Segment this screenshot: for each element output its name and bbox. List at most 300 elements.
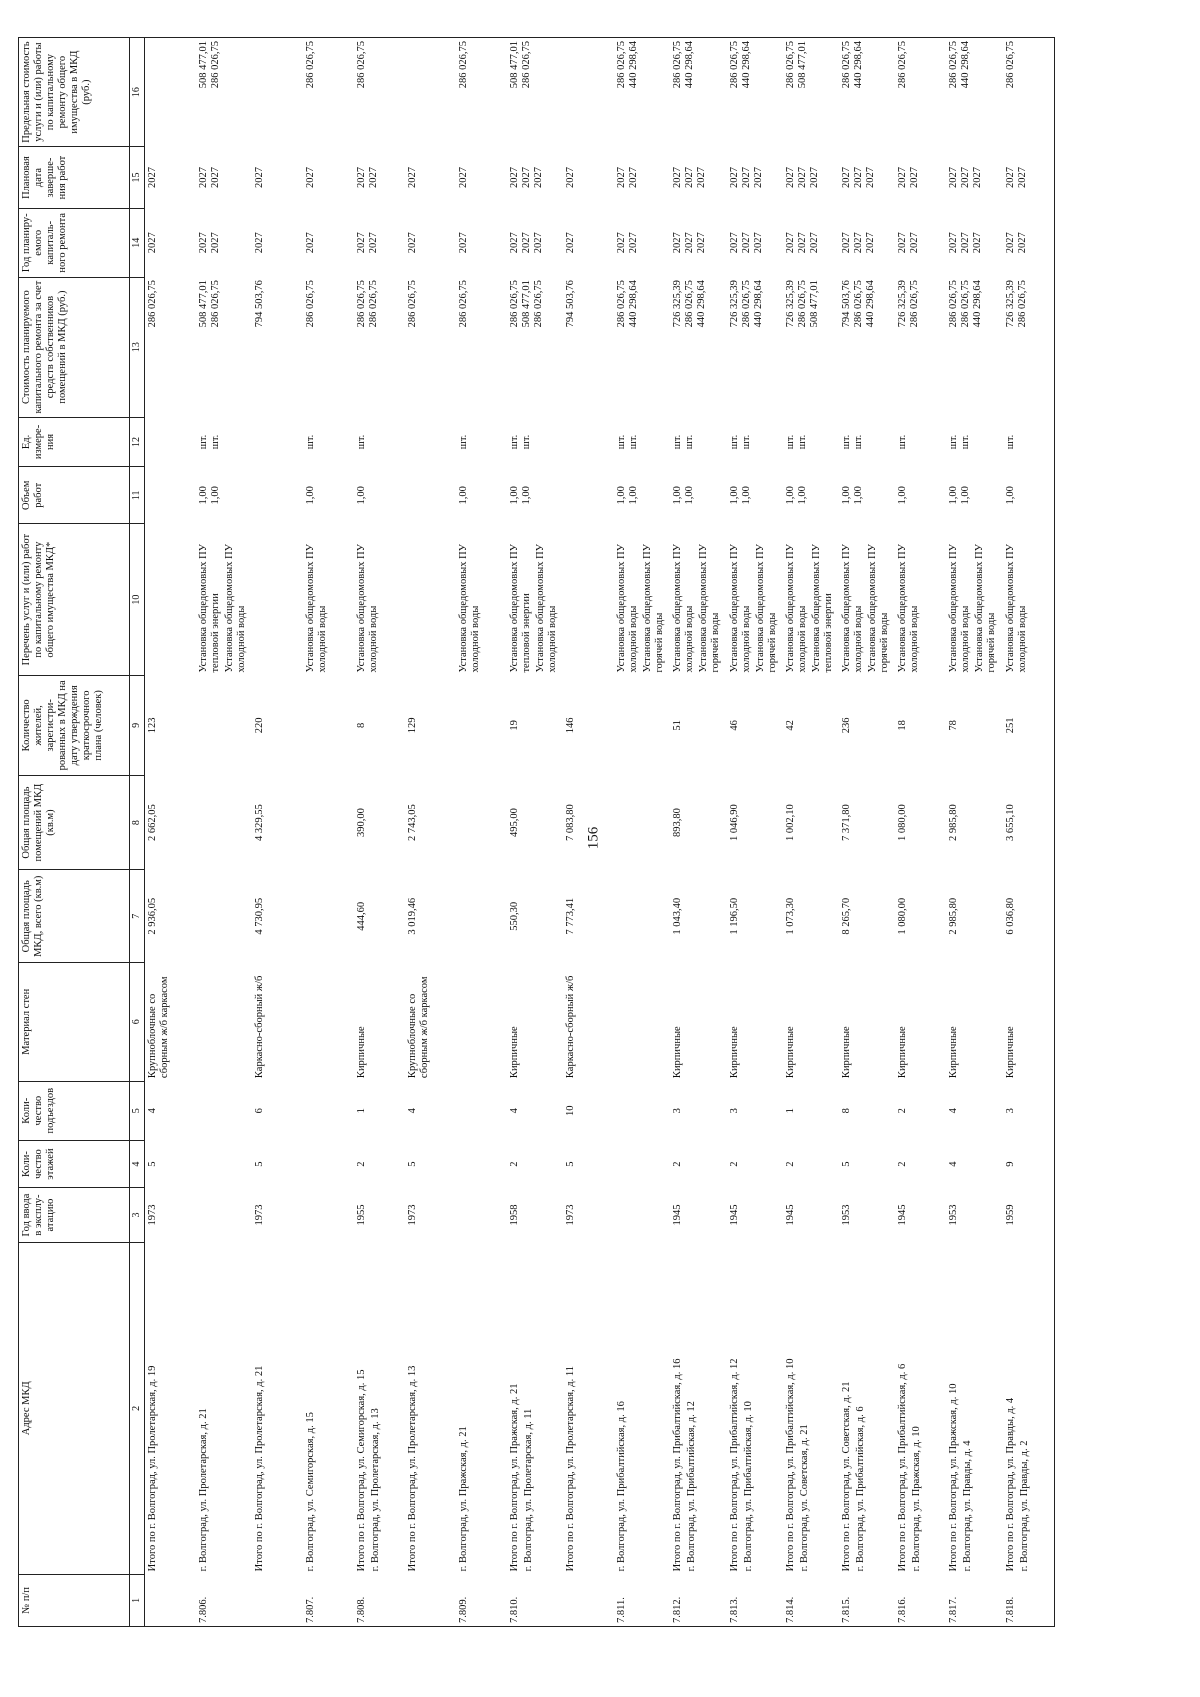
residents-cell: 123 [146, 717, 158, 734]
table-row [1003, 38, 1055, 1627]
volume-line: 1,00 [457, 486, 469, 505]
planned-cost-cell [783, 277, 839, 417]
repair-year-cell [614, 208, 670, 277]
year-built-cell: 1953 [841, 1204, 852, 1226]
wall-material-cell [727, 962, 783, 1081]
repair-year-cell [144, 208, 196, 277]
address-line: г. Волгоград, ул. Прибалтийская, д. 10 [742, 1401, 754, 1572]
completion-date-line: 2027 [565, 167, 576, 189]
completion-date-cell [196, 147, 252, 209]
address-line: г. Волгоград, ул. Пражская, д. 10 [911, 1426, 923, 1572]
unit-cell [1003, 417, 1055, 467]
max-cost-cell [727, 38, 783, 147]
completion-date-line: 2027 [897, 167, 909, 189]
address-cell [670, 1242, 726, 1574]
column-number-5: 5 [130, 1081, 145, 1140]
works-list-cell [839, 524, 895, 676]
premises-area-cell: 1 046,90 [728, 804, 740, 841]
wall-material-cell [196, 962, 252, 1081]
unit-line: шт. [684, 434, 696, 450]
repair-year-line: 2027 [253, 232, 265, 254]
address-line: Итого по г. Волгоград, ул. Прибалтийская, д. 16 [672, 1358, 684, 1572]
volume-line: 1,00 [948, 486, 960, 505]
works-list-line: Установка общедомовых ПУ горячей воды [867, 543, 891, 673]
completion-date-line: 2027 [796, 167, 808, 189]
unit-cell [946, 417, 1002, 467]
unit-line: шт. [628, 434, 640, 450]
volume-cell [563, 467, 614, 524]
column-number-14: 14 [130, 208, 145, 277]
table-row [670, 38, 726, 1627]
max-cost-cell [614, 38, 670, 147]
address-cell [1003, 1242, 1055, 1574]
address-cell [405, 1242, 456, 1574]
planned-cost-cell [563, 277, 614, 417]
address-cell [895, 1242, 946, 1574]
row-number [405, 1574, 456, 1626]
volume-cell [252, 467, 303, 524]
works-list-line: Установка общедомовых ПУ холодной воды [841, 543, 865, 673]
works-list-cell [1003, 524, 1055, 676]
premises-area-cell: 4 329,55 [253, 804, 265, 841]
unit-cell [783, 417, 839, 467]
row-number: 7.812. [670, 1574, 726, 1626]
completion-date-line: 2027 [406, 167, 418, 189]
premises-area-cell [456, 775, 507, 870]
year-built-cell: 1973 [565, 1204, 576, 1226]
entrances-cell: 1 [784, 1108, 796, 1114]
address-cell [456, 1242, 507, 1574]
unit-line: шт. [960, 434, 972, 450]
works-list-cell [252, 524, 303, 676]
completion-date-cell [783, 147, 839, 209]
planned-cost-line: 726 325,39 [897, 280, 909, 328]
residents-cell: 19 [508, 720, 520, 731]
year-built-cell: 1973 [406, 1204, 418, 1226]
works-list-cell [727, 524, 783, 676]
planned-cost-line: 286 026,75 [367, 280, 379, 328]
max-cost-line: 286 026,75 [784, 41, 796, 89]
premises-area-cell: 3 655,10 [1003, 775, 1055, 870]
max-cost-cell [946, 38, 1002, 147]
planned-cost-cell [144, 277, 196, 417]
column-header-7: Общая площадь МКД, всего (кв.м) [19, 870, 130, 962]
address-cell [144, 1242, 196, 1574]
unit-line: шт. [897, 434, 909, 450]
completion-date-line: 2027 [367, 167, 379, 189]
column-header-16: Предельная стоимость услуги и (или) работы по капитальному ремонту общего имущества в МКД (руб.) [19, 38, 130, 147]
address-line: Итого по г. Волгоград, ул. Прибалтийская, д. 6 [897, 1363, 909, 1572]
completion-date-cell [839, 147, 895, 209]
works-list-line: Установка общедомовых ПУ холодной воды [355, 543, 379, 673]
repair-year-cell [456, 208, 507, 277]
table-row [456, 38, 507, 1627]
wall-material-line: Кирпичные [1004, 1026, 1016, 1079]
planned-cost-cell [303, 277, 354, 417]
completion-date-line: 2027 [1016, 167, 1028, 189]
wall-material-line: Кирпичные [784, 1026, 796, 1079]
total-area-cell: 6 036,80 [1003, 870, 1055, 962]
unit-cell [839, 417, 895, 467]
year-built-cell [303, 1188, 354, 1243]
planned-cost-cell [727, 277, 783, 417]
works-list-line: Установка общедомовых ПУ тепловой энергии [508, 543, 532, 673]
address-cell [303, 1242, 354, 1574]
completion-date-cell [946, 147, 1002, 209]
year-built-cell: 1953 [948, 1204, 960, 1226]
planned-cost-line: 440 298,64 [865, 280, 877, 328]
column-number-11: 11 [130, 467, 145, 524]
volume-cell [727, 467, 783, 524]
volume-line: 1,00 [304, 486, 316, 505]
repair-year-line: 2027 [865, 232, 877, 254]
completion-date-line: 2027 [853, 167, 865, 189]
repair-year-line: 2027 [972, 232, 984, 254]
works-list-cell [196, 524, 252, 676]
completion-date-line: 2027 [841, 167, 852, 189]
works-list-cell [670, 524, 726, 676]
max-cost-cell [303, 38, 354, 147]
repair-year-cell [196, 208, 252, 277]
unit-line: шт. [520, 434, 532, 450]
works-list-line: Установка общедомовых ПУ холодной воды [784, 543, 808, 673]
entrances-cell: 4 [508, 1108, 520, 1114]
works-list-cell [354, 524, 405, 676]
table-row [563, 38, 614, 1627]
header-row [19, 38, 130, 1627]
planned-cost-cell [895, 277, 946, 417]
planned-cost-line: 286 026,75 [209, 280, 221, 328]
unit-line: шт. [784, 434, 796, 450]
unit-cell [614, 417, 670, 467]
works-list-line: Установка общедомовых ПУ холодной воды [304, 543, 328, 673]
max-cost-cell [783, 38, 839, 147]
works-list-line: Установка общедомовых ПУ горячей воды [698, 543, 722, 673]
completion-date-line: 2027 [752, 167, 764, 189]
year-built-cell: 1945 [728, 1204, 740, 1226]
column-header-10: Перечень услуг и (или) работ по капитальному ремонту общего имущества МКД* [19, 524, 130, 676]
entrances-cell: 4 [406, 1108, 418, 1114]
completion-date-line: 2027 [684, 167, 696, 189]
repair-year-cell [354, 208, 405, 277]
unit-cell [196, 417, 252, 467]
repair-plan-table [18, 37, 1055, 1627]
total-area-cell [456, 870, 507, 962]
max-cost-line: 286 026,75 [897, 41, 909, 89]
column-number-8: 8 [130, 775, 145, 870]
completion-date-cell [895, 147, 946, 209]
row-number: 7.813. [727, 1574, 783, 1626]
planned-cost-cell [614, 277, 670, 417]
max-cost-cell [456, 38, 507, 147]
planned-cost-cell [670, 277, 726, 417]
planned-cost-cell [252, 277, 303, 417]
completion-date-line: 2027 [728, 167, 740, 189]
column-number-12: 12 [130, 417, 145, 467]
volume-line: 1,00 [796, 486, 808, 505]
completion-date-cell [563, 147, 614, 209]
volume-line: 1,00 [616, 486, 627, 505]
table-row [405, 38, 456, 1627]
column-header-3: Год ввода в эксплу-атацию [19, 1188, 130, 1243]
repair-year-cell [839, 208, 895, 277]
volume-line: 1,00 [355, 486, 367, 505]
entrances-cell: 2 [897, 1108, 909, 1114]
table-row [252, 38, 303, 1627]
repair-year-line: 2027 [406, 232, 418, 254]
address-cell [727, 1242, 783, 1574]
planned-cost-line: 440 298,64 [628, 280, 640, 328]
volume-line: 1,00 [508, 486, 520, 505]
wall-material-cell [946, 962, 1002, 1081]
planned-cost-line: 286 026,75 [909, 280, 921, 328]
unit-line: шт. [740, 434, 752, 450]
floors-cell: 2 [508, 1161, 520, 1167]
repair-year-line: 2027 [897, 232, 909, 254]
works-list-cell [946, 524, 1002, 676]
entrances-cell: 10 [565, 1105, 576, 1116]
completion-date-line: 2027 [209, 167, 221, 189]
wall-material-cell [783, 962, 839, 1081]
page-number: 156 [585, 826, 602, 850]
address-line: Итого по г. Волгоград, ул. Семигорская, д. 15 [355, 1369, 367, 1572]
wall-material-line: Кирпичные [508, 1026, 520, 1079]
repair-year-cell [405, 208, 456, 277]
max-cost-cell [252, 38, 303, 147]
residents-cell [456, 676, 507, 776]
max-cost-line: 440 298,64 [740, 41, 752, 89]
max-cost-line: 286 026,75 [841, 41, 852, 89]
completion-date-cell [614, 147, 670, 209]
total-area-cell: 3 019,46 [406, 897, 418, 935]
floors-cell: 2 [672, 1161, 684, 1167]
max-cost-cell [144, 38, 196, 147]
max-cost-line: 508 477,01 [197, 41, 209, 89]
max-cost-line: 440 298,64 [628, 41, 640, 89]
column-number-6: 6 [130, 962, 145, 1081]
unit-cell [144, 417, 196, 467]
volume-line: 1,00 [520, 486, 532, 505]
planned-cost-line: 286 026,75 [960, 280, 972, 328]
table-row [354, 38, 405, 1627]
column-number-10: 10 [130, 524, 145, 676]
volume-line: 1,00 [740, 486, 752, 505]
volume-line: 1,00 [209, 486, 221, 505]
volume-line: 1,00 [684, 486, 696, 505]
wall-material-line: Крупноблочные со сборным ж/б каркасом [146, 976, 170, 1079]
repair-year-cell [252, 208, 303, 277]
planned-cost-line: 794 503,76 [253, 280, 265, 328]
works-list-line: Установка общедомовых ПУ тепловой энергии [810, 543, 834, 673]
row-number: 7.817. [946, 1574, 1002, 1626]
wall-material-line: Кирпичные [355, 1026, 367, 1079]
completion-date-line: 2027 [532, 167, 544, 189]
planned-cost-cell [507, 277, 563, 417]
planned-cost-line: 286 026,75 [406, 280, 418, 328]
completion-date-cell [252, 147, 303, 209]
year-built-cell [456, 1188, 507, 1243]
total-area-cell: 4 730,95 [253, 897, 265, 935]
residents-cell: 251 [1003, 676, 1055, 776]
column-header-13: Стоимость планируемого капитального ремонта за счет средств собственников помещений в МКД (руб.) [19, 277, 130, 417]
volume-cell [456, 467, 507, 524]
entrances-cell [614, 1081, 670, 1140]
repair-year-cell [563, 208, 614, 277]
address-cell [563, 1242, 614, 1574]
table-row [895, 38, 946, 1627]
column-header-14: Год планиру-емого капиталь-ного ремонта [19, 208, 130, 277]
completion-date-line: 2027 [740, 167, 752, 189]
works-list-cell [405, 524, 456, 676]
column-header-15: Плановая дата заверше-ния работ [19, 147, 130, 209]
wall-material-line: Кирпичные [897, 1026, 909, 1079]
total-area-cell: 444,60 [355, 901, 367, 931]
works-list-line: Установка общедомовых ПУ холодной воды [1004, 543, 1028, 673]
residents-cell: 78 [948, 720, 960, 731]
wall-material-cell [252, 962, 303, 1081]
table-row [196, 38, 252, 1627]
residents-cell: 42 [784, 720, 796, 731]
address-line: г. Волгоград, ул. Советская, д. 21 [798, 1424, 810, 1572]
repair-year-cell [670, 208, 726, 277]
unit-cell [303, 417, 354, 467]
floors-cell: 5 [565, 1161, 576, 1167]
total-area-cell: 1 043,40 [672, 897, 684, 935]
residents-cell [303, 676, 354, 776]
repair-year-line: 2027 [197, 232, 209, 254]
volume-cell [354, 467, 405, 524]
address-line: Итого по г. Волгоград, ул. Пражская, д. 21 [508, 1383, 520, 1572]
residents-cell: 46 [728, 720, 740, 731]
completion-date-line: 2027 [304, 167, 316, 189]
volume-line: 1,00 [197, 486, 209, 505]
max-cost-cell [196, 38, 252, 147]
unit-cell [895, 417, 946, 467]
wall-material-cell [614, 962, 670, 1081]
row-number: 7.807. [303, 1574, 354, 1626]
column-number-16: 16 [130, 38, 145, 147]
max-cost-line: 286 026,75 [728, 41, 740, 89]
column-header-1: № п/п [19, 1574, 130, 1626]
volume-cell [670, 467, 726, 524]
completion-date-line: 2027 [696, 167, 708, 189]
volume-cell [1003, 467, 1055, 524]
volume-line: 1,00 [853, 486, 865, 505]
wall-material-cell [839, 962, 895, 1081]
volume-line: 1,00 [1004, 486, 1016, 505]
wall-material-line: Кирпичные [728, 1026, 740, 1079]
residents-cell [196, 676, 252, 776]
floors-cell: 2 [897, 1161, 909, 1167]
repair-year-line: 2027 [696, 232, 708, 254]
max-cost-line: 286 026,75 [948, 41, 960, 89]
max-cost-line: 286 026,75 [355, 41, 367, 89]
wall-material-cell [1003, 962, 1055, 1081]
address-line: г. Волгоград, ул. Пролетарская, д. 13 [369, 1408, 381, 1572]
works-list-cell [783, 524, 839, 676]
address-line: Итого по г. Волгоград, ул. Прибалтийская, д. 12 [728, 1358, 740, 1572]
works-list-cell [614, 524, 670, 676]
row-number: 7.808. [354, 1574, 405, 1626]
row-number: 7.818. [1003, 1574, 1055, 1626]
completion-date-line: 2027 [909, 167, 921, 189]
planned-cost-line: 726 325,39 [1004, 280, 1016, 328]
wall-material-line: Кирпичные [948, 1026, 960, 1079]
premises-area-cell [303, 775, 354, 870]
column-header-6: Материал стен [19, 962, 130, 1081]
planned-cost-cell [196, 277, 252, 417]
total-area-cell: 1 073,30 [784, 897, 796, 935]
address-line: Итого по г. Волгоград, ул. Пражская, д. 10 [948, 1383, 960, 1572]
planned-cost-line: 286 026,75 [853, 280, 865, 328]
works-list-line: Установка общедомовых ПУ холодной воды [534, 543, 558, 673]
repair-year-cell [783, 208, 839, 277]
completion-date-line: 2027 [948, 167, 960, 189]
entrances-cell: 8 [841, 1108, 852, 1114]
volume-line: 1,00 [628, 486, 640, 505]
total-area-cell: 550,30 [508, 901, 520, 931]
works-list-line: Установка общедомовых ПУ горячей воды [754, 543, 778, 673]
wall-material-cell [144, 962, 196, 1081]
planned-cost-line: 286 026,75 [532, 280, 544, 328]
works-list-line: Установка общедомовых ПУ холодной воды [457, 543, 481, 673]
total-area-cell: 2 985,80 [948, 897, 960, 935]
completion-date-cell [670, 147, 726, 209]
unit-line: шт. [355, 434, 367, 450]
residents-cell: 51 [672, 720, 684, 731]
planned-cost-line: 286 026,75 [355, 280, 367, 328]
completion-date-line: 2027 [972, 167, 984, 189]
volume-cell [405, 467, 456, 524]
total-area-cell: 1 196,50 [728, 897, 740, 935]
column-number-7: 7 [130, 870, 145, 962]
planned-cost-line: 286 026,75 [1016, 280, 1028, 328]
column-number-1: 1 [130, 1574, 145, 1626]
volume-line: 1,00 [784, 486, 796, 505]
completion-date-cell [507, 147, 563, 209]
planned-cost-line: 794 503,76 [565, 280, 576, 328]
wall-material-cell [507, 962, 563, 1081]
column-number-13: 13 [130, 277, 145, 417]
floors-cell: 5 [253, 1161, 265, 1167]
repair-year-cell [303, 208, 354, 277]
planned-cost-line: 726 325,39 [672, 280, 684, 328]
planned-cost-line: 286 026,75 [616, 280, 627, 328]
max-cost-line: 440 298,64 [684, 41, 696, 89]
table-row [507, 38, 563, 1627]
repair-year-line: 2027 [1016, 232, 1028, 254]
max-cost-line: 440 298,64 [960, 41, 972, 89]
wall-material-line: Кирпичные [672, 1026, 684, 1079]
planned-cost-line: 286 026,75 [948, 280, 960, 328]
unit-cell [670, 417, 726, 467]
premises-area-cell: 2 662,05 [146, 804, 158, 841]
wall-material-line: Каркасно-сборный ж/б [565, 975, 576, 1079]
premises-area-cell: 495,00 [508, 808, 520, 838]
max-cost-cell [507, 38, 563, 147]
max-cost-line: 286 026,75 [672, 41, 684, 89]
works-list-line: Установка общедомовых ПУ горячей воды [642, 543, 666, 673]
address-cell [839, 1242, 895, 1574]
completion-date-line: 2027 [808, 167, 820, 189]
residents-cell: 220 [253, 717, 265, 734]
floors-cell [303, 1140, 354, 1187]
volume-cell [783, 467, 839, 524]
unit-cell [405, 417, 456, 467]
planned-cost-line: 726 325,39 [728, 280, 740, 328]
row-number: 7.815. [839, 1574, 895, 1626]
column-number-2: 2 [130, 1242, 145, 1574]
